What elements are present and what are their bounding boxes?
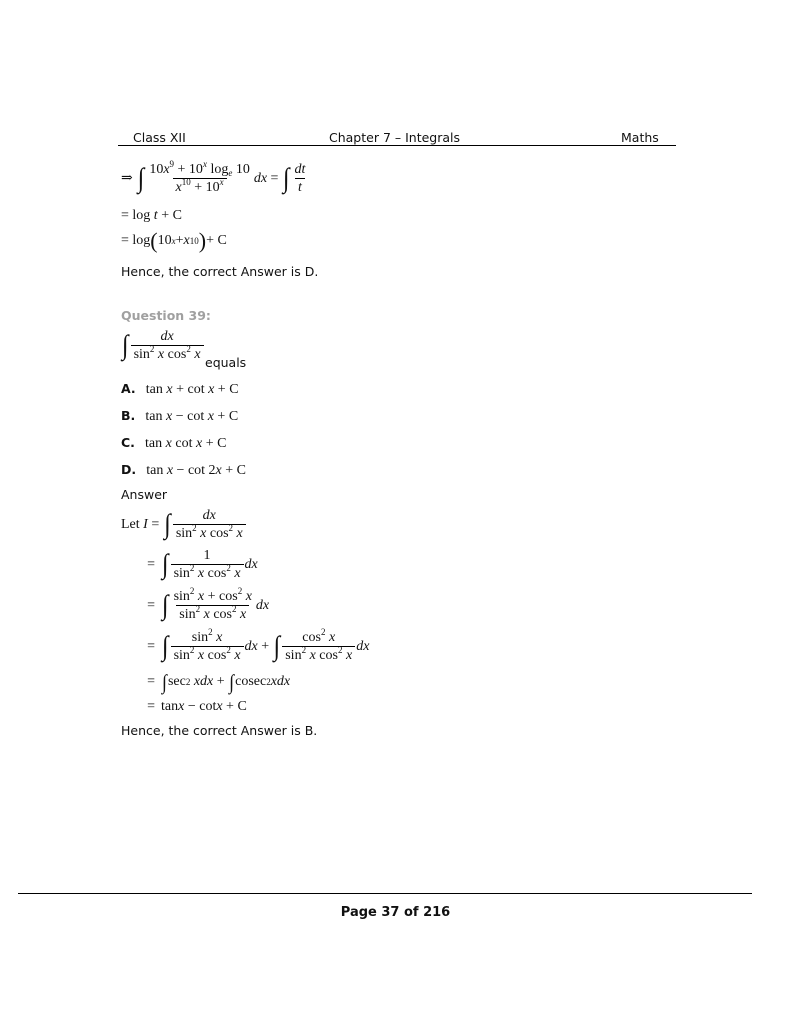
solution-step3: = ∫ $\frac{\sin^2 x + \cos^2 x}{\sin^2 x \cos^2 x}$ dx — [147, 586, 270, 622]
option-label: C. — [121, 435, 135, 450]
option-text: tan x − cot x + C — [145, 409, 239, 424]
solution-step2: = ∫ $\frac{1}{\sin^2 x \cos^2 x}$ dx — [147, 548, 258, 581]
solution-step6: = tan x − cot x + C — [147, 699, 247, 714]
option-c — [121, 432, 226, 451]
implies-arrow: ⇒ — [121, 171, 133, 186]
block1-fraction — [146, 159, 253, 195]
block1-answer: Hence, the correct Answer is D. — [121, 264, 319, 279]
header-chapter: Chapter 7 – Integrals — [329, 130, 461, 145]
question-title: Question 39: — [121, 308, 211, 323]
step1-fraction: $\frac{dx}{\sin^2 x \cos^2 x}$ — [173, 509, 246, 541]
block1-line1: ⇒ ∫ $\frac{10x^9 + 10^x \log_e 10}{x^{10} + 10^x}$ dx = ∫ $\frac{dt}{t}$ — [121, 163, 309, 195]
block1-frac-num: $10x^9 + 10^x$ $\log_e 10$ — [149, 159, 250, 178]
option-text: tan x cot x + C — [145, 436, 227, 451]
answer-label: Answer — [121, 487, 168, 502]
integral-sign: ∫ — [273, 632, 281, 662]
step4b-fraction: $\frac{\cos^2 x}{\sin^2 x \cos^2 x}$ — [282, 631, 355, 663]
option-label: A. — [121, 381, 136, 396]
option-label: B. — [121, 408, 136, 423]
block1-line2: = log t + C — [121, 208, 182, 223]
let-text: Let I = — [121, 517, 160, 532]
header-divider — [118, 145, 676, 146]
differential: dx — [253, 171, 268, 186]
header-class: Class XII — [133, 130, 186, 145]
option-b — [121, 405, 238, 424]
integral-sign: ∫ — [162, 550, 169, 580]
block1-line3: = log ( 10 x + x 10 ) + C — [121, 228, 227, 253]
solution-step5: = ∫ sec 2 xdx + ∫ cosec 2 xdx — [147, 670, 291, 694]
block1-frac-den: $x^{10} + 10^x$ — [173, 178, 227, 195]
solution-step1 — [121, 509, 247, 541]
integral-sign: ∫ — [229, 670, 235, 694]
footer-divider — [18, 893, 752, 894]
question-integral — [121, 330, 205, 362]
integral-sign: ∫ — [162, 632, 169, 662]
header-subject: Maths — [621, 130, 659, 145]
question-fraction: $\frac{dx}{\sin^2 x \cos^2 x}$ — [131, 330, 204, 362]
integral-sign: ∫ — [122, 331, 129, 361]
integral-sign: ∫ — [162, 670, 167, 694]
solution-step4: = ∫ $\frac{\sin^2 x}{\sin^2 x \cos^2 x}$ dx + ∫ $\frac{\cos^2 x}{\sin^2 x \cos^2 x}$ dx — [147, 627, 370, 663]
integral-sign: ∫ — [137, 164, 145, 194]
option-text: tan x − cot 2x + C — [146, 463, 246, 478]
page-number: Page 37 of 216 — [340, 905, 451, 920]
step3-fraction: $\frac{\sin^2 x + \cos^2 x}{\sin^2 x \cos^2 x}$ — [173, 586, 252, 622]
option-label: D. — [121, 462, 137, 477]
solution-answer: Hence, the correct Answer is B. — [121, 723, 318, 738]
question-suffix: equals — [205, 355, 247, 370]
integral-sign: ∫ — [282, 164, 290, 194]
step4a-fraction: $\frac{\sin^2 x}{\sin^2 x \cos^2 x}$ — [171, 631, 244, 663]
step2-fraction: $\frac{1}{\sin^2 x \cos^2 x}$ — [171, 549, 244, 581]
integral-sign: ∫ — [162, 591, 169, 621]
option-d — [121, 459, 246, 478]
dt-over-t: $\frac{dt}{t}$ — [294, 162, 306, 195]
option-text: tan x + cot x + C — [145, 382, 239, 397]
option-a — [121, 378, 239, 397]
integral-sign: ∫ — [164, 510, 171, 540]
